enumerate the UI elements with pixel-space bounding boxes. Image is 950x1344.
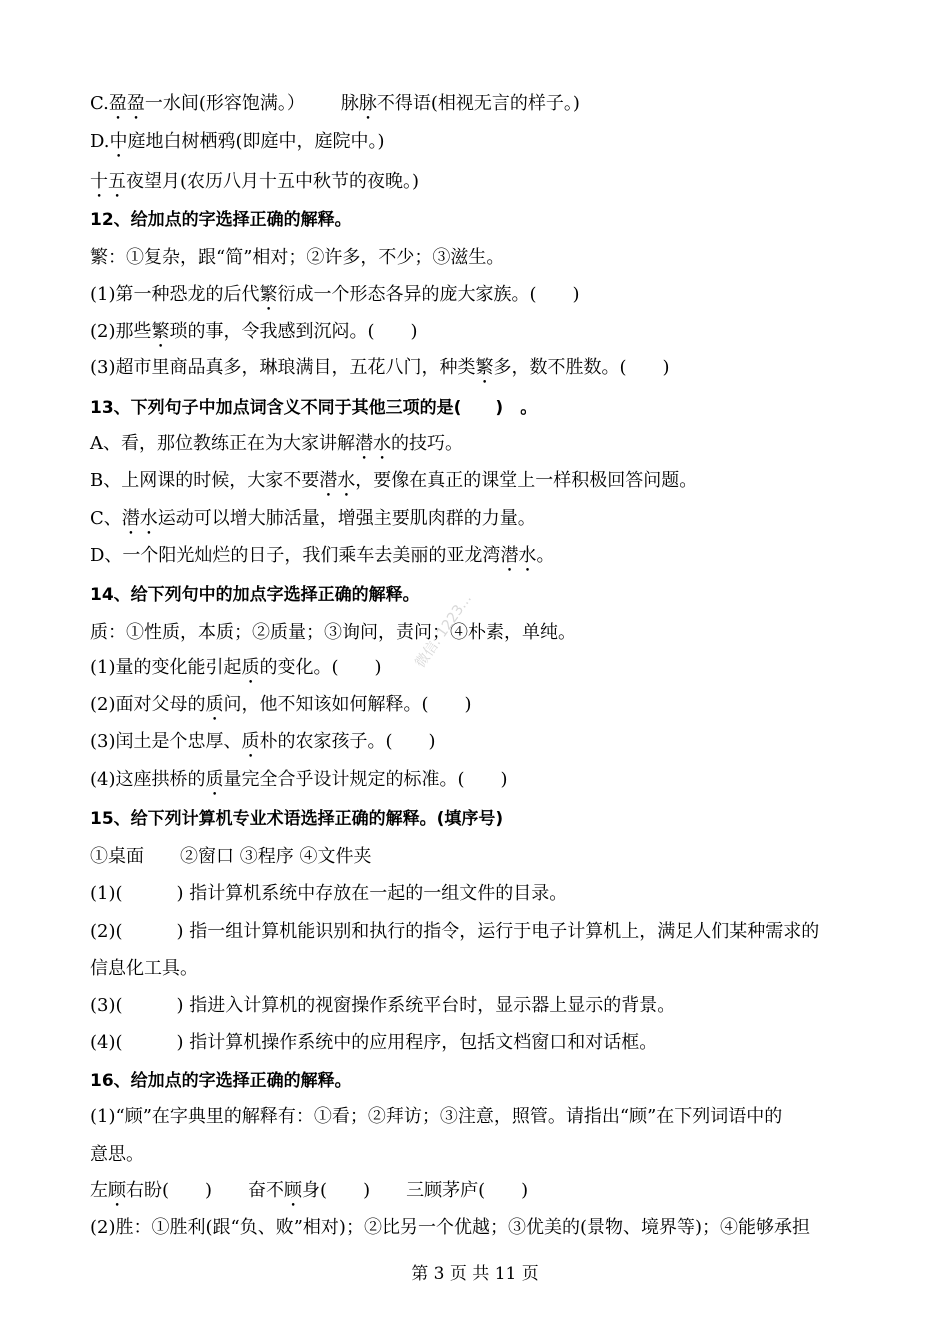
option-c-line bbox=[90, 92, 870, 124]
text-segment: 运动可以增大肺活量，增强主要肌肉群的力量。 bbox=[157, 508, 536, 529]
text-segment: 朴的农家孩子。( ) bbox=[259, 731, 436, 752]
definition-line: 质：①性质，本质；②质量；③询问，责问；④朴素，单纯。 bbox=[90, 622, 576, 643]
text-segment: 右盼( ) 奋不 bbox=[126, 1180, 285, 1201]
option-d-line bbox=[90, 130, 870, 162]
sentence-line bbox=[90, 283, 870, 315]
text-segment: (1)量的变化能引起 bbox=[90, 657, 242, 678]
sentence-line bbox=[90, 320, 870, 352]
text-segment: 量完全合乎设计规定的标准。( ) bbox=[223, 769, 508, 790]
text-segment: (4)这座拱桥的 bbox=[90, 769, 206, 790]
text-segment: D、一个阳光灿烂的日子，我们乘车去美丽的亚龙湾 bbox=[90, 545, 501, 566]
sentence-line: (2)( ) 指一组计算机能识别和执行的指令，运行于电子计算机上，满足人们某种需求的 bbox=[90, 921, 820, 942]
option-d-line-2 bbox=[90, 170, 870, 202]
text-segment: 一水间(形容饱满。） bbox=[144, 93, 305, 114]
watermark: 微信: 1223... bbox=[412, 591, 475, 671]
text-segment: C、 bbox=[90, 508, 122, 529]
dotted-text: 繁 bbox=[151, 321, 170, 342]
text-segment: D. bbox=[90, 131, 110, 152]
sentence-line bbox=[90, 730, 870, 762]
sentence-line bbox=[90, 693, 870, 725]
sentence-line: (3)( ) 指进入计算机的视窗操作系统平台时，显示器上显示的背景。 bbox=[90, 995, 676, 1016]
sentence-line: (2)胜：①胜利(跟“负、败”相对)；②比另一个优越；③优美的(景物、境界等)；④能够承担 bbox=[90, 1217, 810, 1238]
text-segment: 的变化。( ) bbox=[259, 657, 382, 678]
dotted-text: 十五 bbox=[90, 171, 126, 192]
sentence-line bbox=[90, 768, 870, 800]
dotted-text: 质 bbox=[241, 731, 260, 752]
text-segment: ，要像在真正的课堂上一样积极回答问题。 bbox=[355, 470, 698, 491]
dotted-text: 潜水 bbox=[500, 545, 537, 566]
dotted-text: 繁 bbox=[259, 284, 278, 305]
sentence-line: 信息化工具。 bbox=[90, 958, 198, 979]
choice-c bbox=[90, 507, 870, 539]
text-segment: (1)第一种恐龙的后代 bbox=[90, 284, 260, 305]
dotted-text: 繁 bbox=[475, 357, 494, 378]
text-segment: 身( ) 三顾茅庐( ) bbox=[302, 1180, 529, 1201]
dotted-text: 质 bbox=[205, 769, 224, 790]
dotted-text: 质 bbox=[241, 657, 260, 678]
question-15-title: 15、给下列计算机专业术语选择正确的解释。(填序号) bbox=[90, 809, 504, 829]
text-segment: 脉 bbox=[340, 93, 359, 114]
text-segment: B、上网课的时候，大家不要 bbox=[90, 470, 320, 491]
dotted-text: 质 bbox=[205, 694, 224, 715]
dotted-text: 脉 bbox=[358, 93, 377, 114]
text-segment: (3)超市里商品真多，琳琅满目，五花八门，种类 bbox=[90, 357, 476, 378]
dotted-text: 潜水 bbox=[121, 508, 158, 529]
question-12-title: 12、给加点的字选择正确的解释。 bbox=[90, 210, 352, 230]
text-segment: (3)闰土是个忠厚、 bbox=[90, 731, 242, 752]
choice-b bbox=[90, 469, 870, 501]
question-14-title: 14、给下列句中的加点字选择正确的解释。 bbox=[90, 585, 420, 605]
text-segment: 。 bbox=[536, 545, 555, 566]
dotted-text: 顾 bbox=[284, 1180, 303, 1201]
dotted-text: 潜水 bbox=[355, 433, 391, 454]
page-footer: 第 3 页 共 11 页 bbox=[411, 1264, 539, 1284]
definition-line: 繁：①复杂，跟“简”相对；②许多，不少；③滋生。 bbox=[90, 247, 505, 268]
text-segment: 不得语(相视无言的样子。) bbox=[376, 93, 580, 114]
sentence-line: 意思。 bbox=[90, 1144, 144, 1165]
sentence-line: (1)( ) 指计算机系统中存放在一起的一组文件的目录。 bbox=[90, 883, 568, 904]
dotted-text: 潜水 bbox=[319, 470, 356, 491]
text-segment: (2)那些 bbox=[90, 321, 152, 342]
text-segment: 琐的事，令我感到沉闷。( ) bbox=[169, 321, 418, 342]
text-segment: 衍成一个形态各异的庞大家族。( ) bbox=[277, 284, 580, 305]
idiom-line bbox=[90, 1179, 870, 1211]
sentence-line bbox=[90, 356, 870, 388]
text-segment: 左 bbox=[90, 1180, 108, 1201]
choice-a bbox=[90, 432, 870, 464]
dotted-text: 盈盈 bbox=[108, 93, 145, 114]
question-16-title: 16、给加点的字选择正确的解释。 bbox=[90, 1071, 352, 1091]
choice-d bbox=[90, 544, 870, 576]
dotted-text: 顾 bbox=[108, 1180, 126, 1201]
text-segment: 多，数不胜数。( ) bbox=[493, 357, 670, 378]
text-segment: A、看，那位教练正在为大家讲解 bbox=[90, 433, 355, 454]
text-segment: 庭地白树栖鸦(即庭中，庭院中。) bbox=[127, 131, 385, 152]
options-list: ①桌面 ②窗口 ③程序 ④文件夹 bbox=[90, 846, 372, 867]
dotted-text: 中 bbox=[109, 131, 128, 152]
text-segment: C. bbox=[90, 93, 109, 114]
sentence-line: (4)( ) 指计算机操作系统中的应用程序，包括文档窗口和对话框。 bbox=[90, 1032, 658, 1053]
text-segment: 夜望月(农历八月十五中秋节的夜晚。) bbox=[126, 171, 420, 192]
sentence-line bbox=[90, 656, 870, 688]
text-segment: 问，他不知该如何解释。( ) bbox=[223, 694, 472, 715]
question-13-title: 13、下列句子中加点词含义不同于其他三项的是( ) 。 bbox=[90, 398, 538, 418]
sentence-line: (1)“顾”在字典里的解释有：①看；②拜访；③注意，照管。请指出“顾”在下列词语中的 bbox=[90, 1106, 783, 1127]
text-segment: (2)面对父母的 bbox=[90, 694, 206, 715]
text-segment: 的技巧。 bbox=[391, 433, 463, 454]
